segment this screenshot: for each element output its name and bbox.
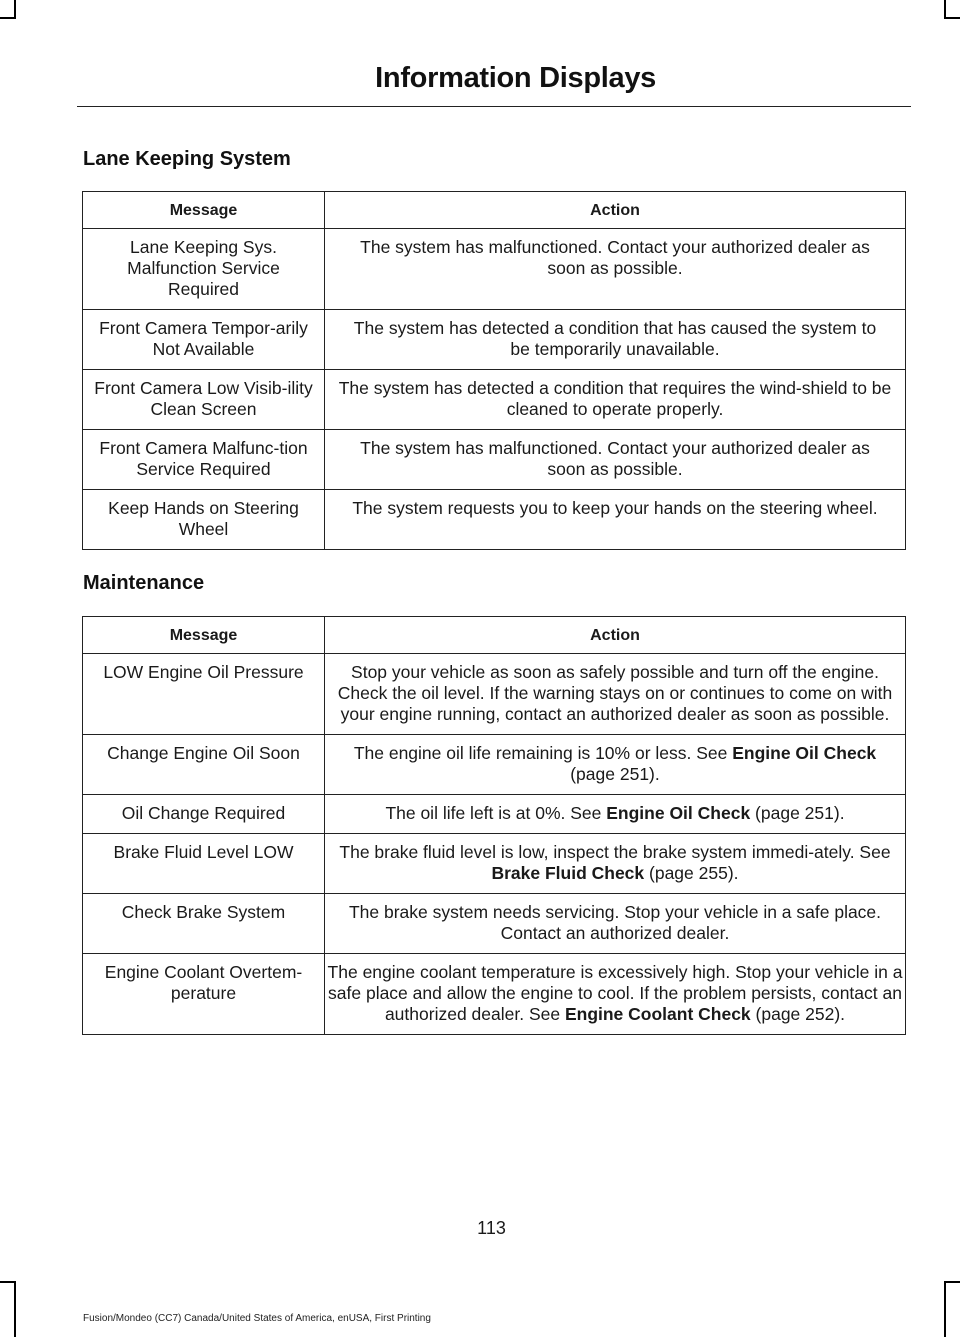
section-title-lane-keeping: Lane Keeping System xyxy=(83,148,291,170)
section-title-maintenance: Maintenance xyxy=(83,572,205,594)
cross-reference-link[interactable]: Engine Oil Check xyxy=(606,803,751,823)
action-cell: The brake system needs servicing. Stop your vehicle in a safe place. Contact an authorized dealer. xyxy=(325,894,906,954)
action-text: The brake fluid level is low, inspect the brake system immedi-ately. See xyxy=(339,842,891,862)
crop-mark xyxy=(14,0,16,18)
table-row xyxy=(83,795,906,834)
message-cell: Oil Change Required xyxy=(83,795,325,834)
table-header-row xyxy=(83,617,906,654)
action-cell xyxy=(325,795,906,834)
crop-mark xyxy=(944,0,946,18)
page-number: 113 xyxy=(477,1218,506,1238)
action-cell xyxy=(325,735,906,795)
cross-reference-link[interactable]: Engine Oil Check xyxy=(732,743,877,763)
page-reference: (page 251). xyxy=(750,803,845,823)
cross-reference-link[interactable]: Engine Coolant Check xyxy=(564,1004,751,1024)
page-reference: (page 255). xyxy=(644,863,739,883)
message-cell: Front Camera Malfunc-tion Service Required xyxy=(83,430,325,490)
action-cell xyxy=(325,954,906,1035)
message-cell: Keep Hands on Steering Wheel xyxy=(83,490,325,550)
message-cell: Front Camera Low Visib-ility Clean Screen xyxy=(83,370,325,430)
column-header-message: Message xyxy=(83,192,325,229)
footer-text: Fusion/Mondeo (CC7) Canada/United States of America, enUSA, First Printing xyxy=(83,1313,431,1324)
cross-reference-link[interactable]: Brake Fluid Check xyxy=(491,863,645,883)
action-cell: The system requests you to keep your hands on the steering wheel. xyxy=(325,490,906,550)
crop-mark xyxy=(14,1281,16,1337)
page-reference: (page 251). xyxy=(570,764,660,784)
header-rule xyxy=(77,106,911,107)
crop-mark xyxy=(0,17,16,19)
message-cell: Engine Coolant Overtem-perature xyxy=(83,954,325,1035)
action-cell xyxy=(325,834,906,894)
crop-mark xyxy=(944,1281,960,1283)
message-cell: Change Engine Oil Soon xyxy=(83,735,325,795)
column-header-action: Action xyxy=(325,617,906,654)
column-header-message: Message xyxy=(83,617,325,654)
table-row xyxy=(83,834,906,894)
crop-mark xyxy=(944,1281,946,1337)
action-text: The oil life left is at 0%. See xyxy=(385,803,607,823)
table-row xyxy=(83,735,906,795)
action-cell: Stop your vehicle as soon as safely possible and turn off the engine. Check the oil level. If the warning stays on or continues to come on with your engine running, contact an authorized dealer as soon as possible. xyxy=(325,654,906,735)
message-cell: Brake Fluid Level LOW xyxy=(83,834,325,894)
column-header-action: Action xyxy=(325,192,906,229)
crop-mark xyxy=(944,17,960,19)
table-row xyxy=(83,430,906,490)
action-cell: The system has detected a condition that requires the wind-shield to be cleaned to operate properly. xyxy=(325,370,906,430)
action-cell: The system has malfunctioned. Contact your authorized dealer as soon as possible. xyxy=(325,430,906,490)
message-cell: Lane Keeping Sys. Malfunction Service Required xyxy=(83,229,325,310)
lane-keeping-table xyxy=(82,191,906,550)
table-row xyxy=(83,490,906,550)
table-row xyxy=(83,370,906,430)
table-row xyxy=(83,229,906,310)
page-reference: (page 252). xyxy=(750,1004,846,1024)
table-row xyxy=(83,894,906,954)
action-cell: The system has detected a condition that has caused the system to be temporarily unavailable. xyxy=(325,310,906,370)
message-cell: LOW Engine Oil Pressure xyxy=(83,654,325,735)
crop-mark xyxy=(0,1281,16,1283)
maintenance-table xyxy=(82,616,906,1035)
page-header-title: Information Displays xyxy=(375,62,656,94)
action-cell: The system has malfunctioned. Contact your authorized dealer as soon as possible. xyxy=(325,229,906,310)
table-header-row xyxy=(83,192,906,229)
message-cell: Check Brake System xyxy=(83,894,325,954)
message-cell: Front Camera Tempor-arily Not Available xyxy=(83,310,325,370)
action-text: The engine coolant temperature is excessively high. Stop your vehicle in a safe place and allow the engine to cool. If the problem persists, contact an authorized dealer. See xyxy=(327,962,903,1024)
action-text: The engine oil life remaining is 10% or less. See xyxy=(353,743,733,763)
table-row xyxy=(83,310,906,370)
table-row xyxy=(83,954,906,1035)
table-row xyxy=(83,654,906,735)
